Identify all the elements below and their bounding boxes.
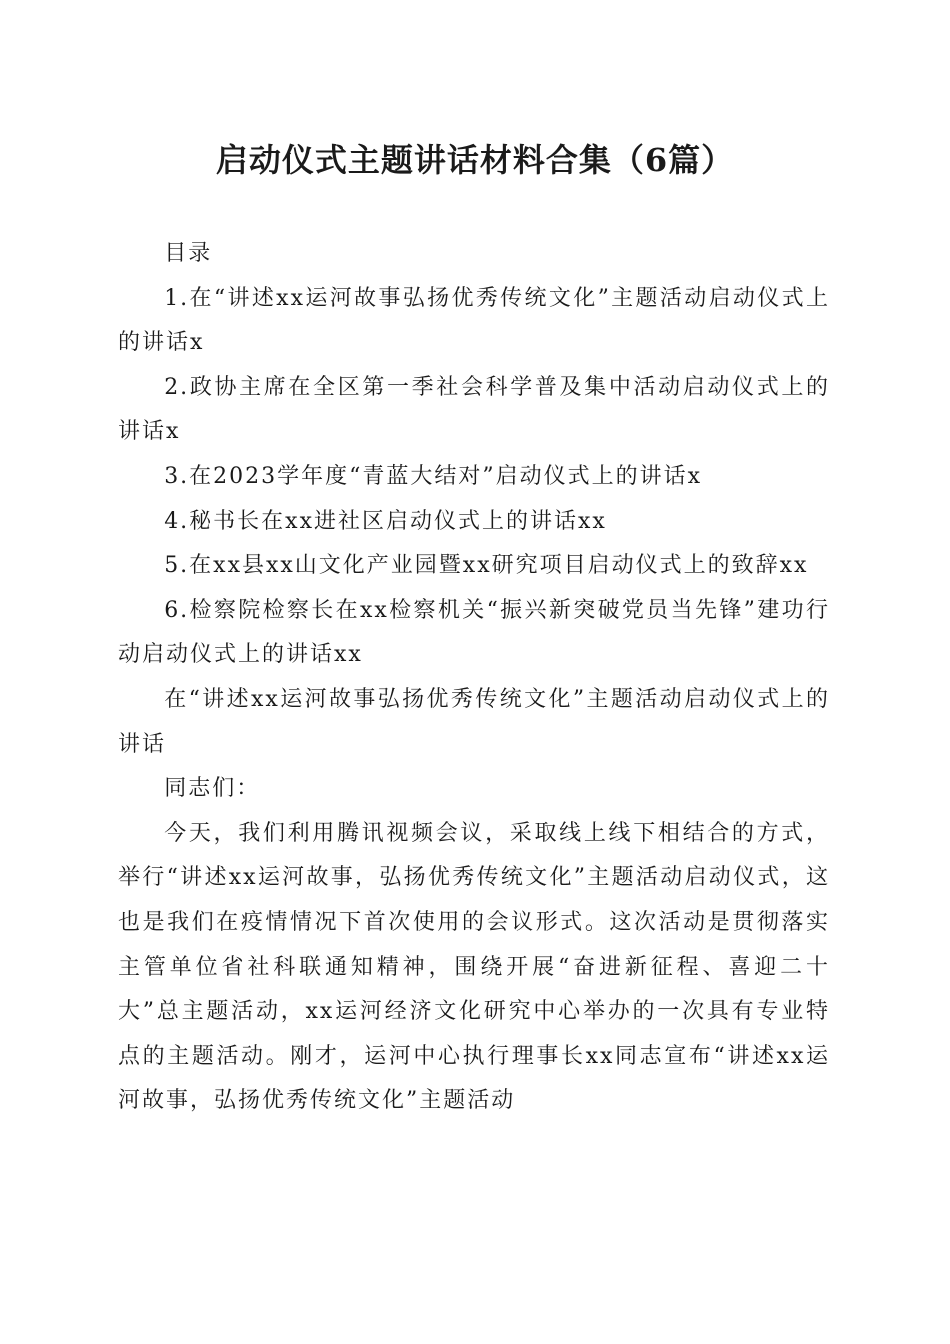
section-title: 在“讲述xx运河故事弘扬优秀传统文化”主题活动启动仪式上的讲话	[118, 686, 830, 757]
toc-item-3: 3.在2023学年度“青蓝大结对”启动仪式上的讲话x	[164, 463, 703, 489]
document-title: 启动仪式主题讲话材料合集（6篇）	[215, 141, 735, 179]
toc-item-6: 6.检察院检察长在xx检察机关“振兴新突破党员当先锋”建功行动启动仪式上的讲话xx	[118, 597, 830, 668]
toc-item-4: 4.秘书长在xx进社区启动仪式上的讲话xx	[164, 508, 607, 534]
toc-item-5: 5.在xx县xx山文化产业园暨xx研究项目启动仪式上的致辞xx	[164, 553, 809, 579]
document-body	[118, 232, 830, 1124]
salutation: 同志们：	[164, 776, 261, 802]
body-paragraph: 今天，我们利用腾讯视频会议，采取线上线下相结合的方式，举行“讲述xx运河故事，弘扬优秀传统文化”主题活动启动仪式，这也是我们在疫情情况下首次使用的会议形式。这次活动是贯彻落实主管单位省社科联通知精神，围绕开展“奋进新征程、喜迎二十大”总主题活动，xx运河经济文化研究中心举办的一次具有专业特点的主题活动。刚才，运河中心执行理事长xx同志宣布“讲述xx运河故事，弘扬优秀传统文化”主题活动	[118, 820, 830, 1114]
toc-item-1: 1.在“讲述xx运河故事弘扬优秀传统文化”主题活动启动仪式上的讲话x	[118, 285, 830, 356]
toc-item-2: 2.政协主席在全区第一季社会科学普及集中活动启动仪式上的讲话x	[118, 374, 830, 445]
toc-heading: 目录	[164, 241, 213, 266]
